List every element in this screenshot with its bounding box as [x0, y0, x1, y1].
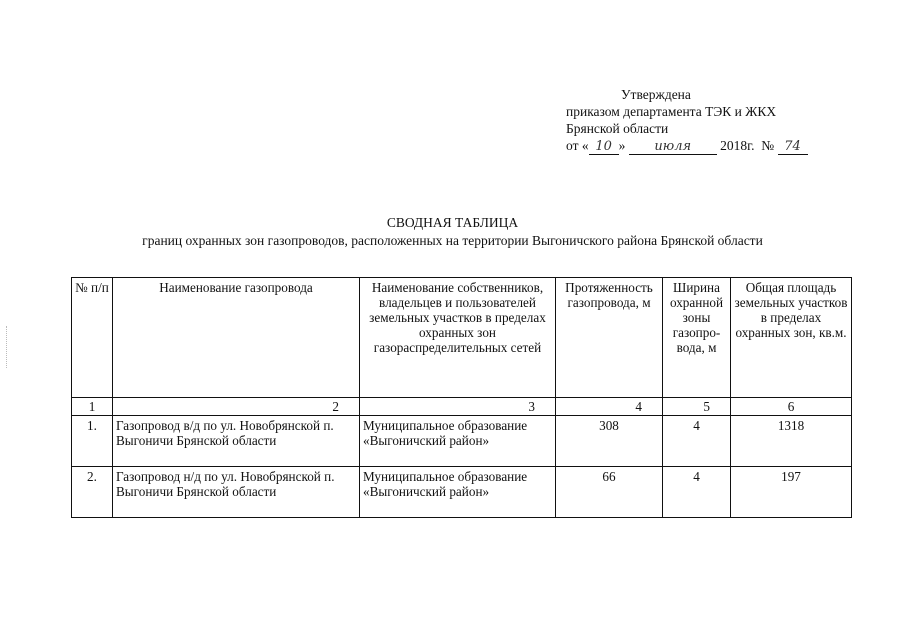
column-number: 6 [731, 398, 852, 416]
col-header-total-area: Общая площадь земельных участков в пределах охранных зон, кв.м. [731, 278, 852, 398]
handwritten-month: июля [629, 140, 717, 155]
approval-date-line [566, 137, 866, 155]
handwritten-number: 74 [778, 140, 808, 155]
col-header-owners: Наименование собственников, владельцев и пользователей земельных участков в пределах охранных зон газораспределительных сетей [360, 278, 556, 398]
col-header-pipeline-name: Наименование газопровода [113, 278, 360, 398]
pipeline-length: 66 [556, 467, 663, 518]
row-number: 1. [72, 416, 113, 467]
column-number: 5 [663, 398, 731, 416]
owner-name: Муниципальное образование «Выгоничский район» [360, 467, 556, 518]
col-header-zone-width: Ширина охранной зоны газопро-вода, м [663, 278, 731, 398]
pipeline-length: 308 [556, 416, 663, 467]
zone-width: 4 [663, 416, 731, 467]
document-subtitle: границ охранных зон газопроводов, расположенных на территории Выгоничского района Брянской области [142, 233, 763, 248]
number-sign: № [761, 138, 775, 153]
total-area: 1318 [731, 416, 852, 467]
table-row [72, 416, 852, 467]
pipeline-name: Газопровод н/д по ул. Новобрянской п. Выгоничи Брянской области [113, 467, 360, 518]
pipeline-name: Газопровод в/д по ул. Новобрянской п. Выгоничи Брянской области [113, 416, 360, 467]
row-number: 2. [72, 467, 113, 518]
zone-width: 4 [663, 467, 731, 518]
date-quote-close: » [618, 138, 626, 153]
col-header-length: Протяженность газопровода, м [556, 278, 663, 398]
column-numbers-row [72, 398, 852, 416]
table-header-row [72, 278, 852, 398]
summary-table [71, 277, 852, 518]
approval-block [566, 86, 866, 155]
total-area: 197 [731, 467, 852, 518]
table-row [72, 467, 852, 518]
column-number: 3 [360, 398, 556, 416]
handwritten-day: 10 [589, 140, 619, 155]
approval-region: Брянской области [566, 121, 669, 136]
col-header-number: № п/п [72, 278, 113, 398]
column-number: 4 [556, 398, 663, 416]
owner-name: Муниципальное образование «Выгоничский район» [360, 416, 556, 467]
document-title: СВОДНАЯ ТАБЛИЦА [386, 215, 519, 230]
scan-margin-marks [6, 326, 9, 368]
date-prefix: от « [566, 138, 589, 153]
approval-title: Утверждена [621, 87, 691, 102]
column-number: 2 [113, 398, 360, 416]
date-year: 2018г. [720, 138, 755, 153]
column-number: 1 [72, 398, 113, 416]
approval-order: приказом департамента ТЭК и ЖКХ [566, 104, 777, 119]
